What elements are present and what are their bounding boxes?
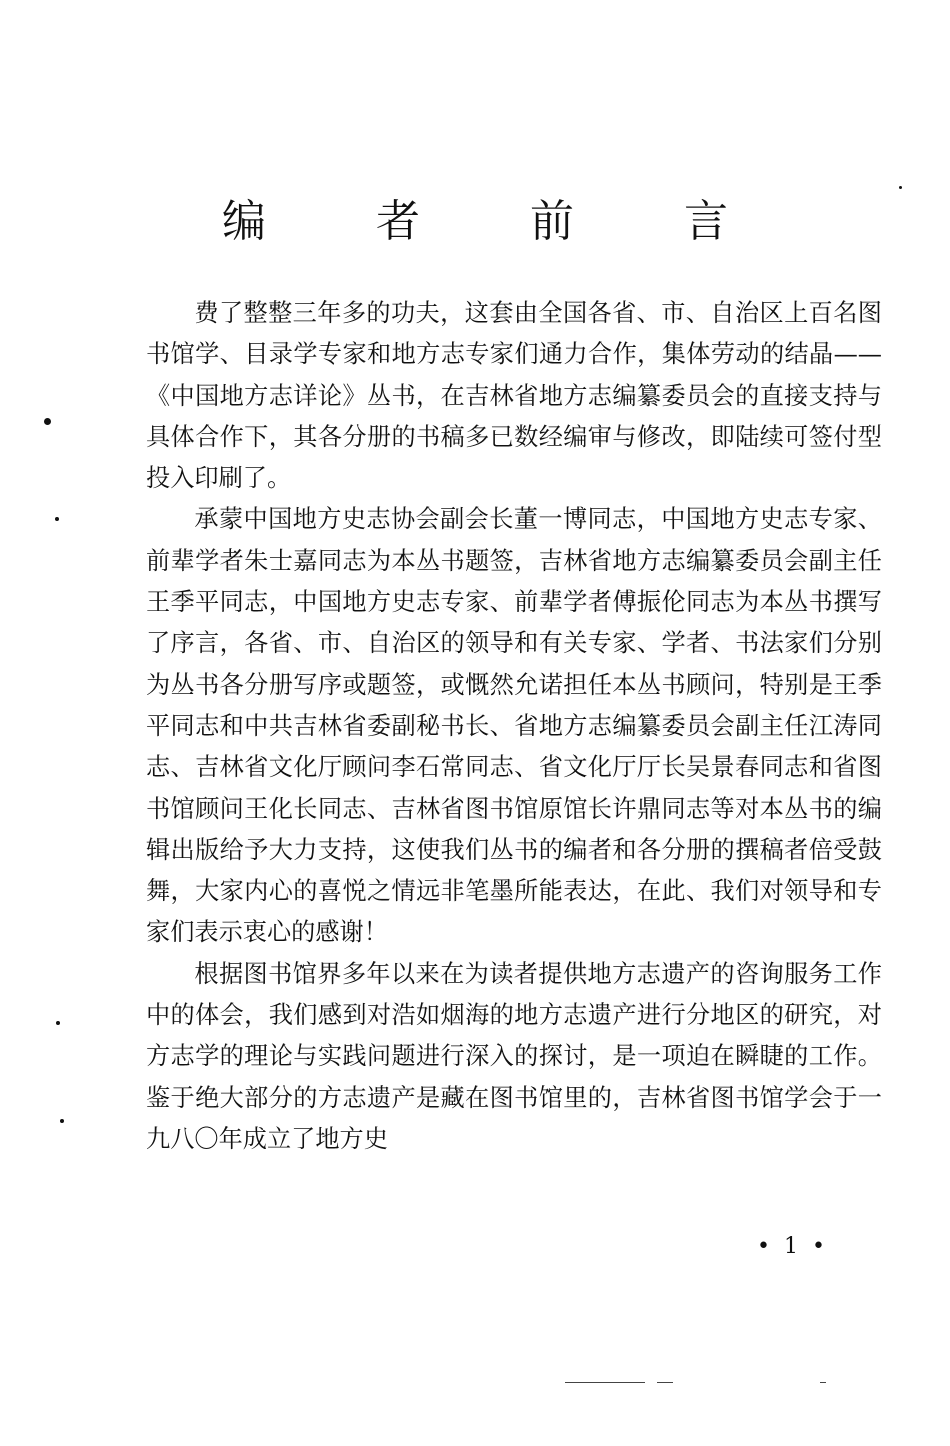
paragraph-1: 费了整整三年多的功夫，这套由全国各省、市、自治区上百名图书馆学、目录学专家和地方志专家们通力合作，集体劳动的结晶——《中国地方志详论》丛书，在吉林省地方志编纂委员会的直接支持与具体合作下，其各分册的书稿多已数经编审与修改，即陆续可签付型投入印刷了。 <box>146 299 882 493</box>
body-text <box>146 293 882 1160</box>
scan-speck <box>56 1021 60 1025</box>
page-title: 编 者 前 言 <box>222 196 776 247</box>
paragraph-3: 根据图书馆界多年以来在为读者提供地方志遗产的咨询服务工作中的体会，我们感到对浩如烟海的地方志遗产进行分地区的研究，对方志学的理论与实践问题进行深入的探讨，是一项迫在瞬睫的工作。鉴于绝大部分的方志遗产是藏在图书馆里的，吉林省图书馆学会于一九八〇年成立了地方史 <box>146 959 882 1153</box>
paragraph-2: 承蒙中国地方史志协会副会长董一博同志，中国地方史志专家、前辈学者朱士嘉同志为本丛书题签，吉林省地方志编纂委员会副主任王季平同志，中国地方史志专家、前辈学者傅振伦同志为本丛书撰写了序言，各省、市、自治区的领导和有关专家、学者、书法家们分别为丛书各分册写序或题签，或慨然允诺担任本丛书顾问，特别是王季平同志和中共吉林省委副秘书长、省地方志编纂委员会副主任江涛同志、吉林省文化厅顾问李石常同志、省文化厅厅长吴景春同志和省图书馆顾问王化长同志、吉林省图书馆原馆长许鼎同志等对本丛书的编辑出版给予大力支持，这使我们丛书的编者和各分册的撰稿者倍受鼓舞，大家内心的喜悦之情远非笔墨所能表达，在此、我们对领导和专家们表示衷心的感谢！ <box>146 505 882 947</box>
scan-speck <box>60 1119 64 1123</box>
scan-speck <box>44 418 51 425</box>
scan-speck <box>55 517 59 521</box>
scan-rule <box>657 1382 673 1383</box>
scan-rule <box>565 1382 645 1383</box>
page-number: • 1 • <box>757 1234 825 1259</box>
scan-speck <box>899 186 902 189</box>
scan-rule <box>820 1382 826 1383</box>
